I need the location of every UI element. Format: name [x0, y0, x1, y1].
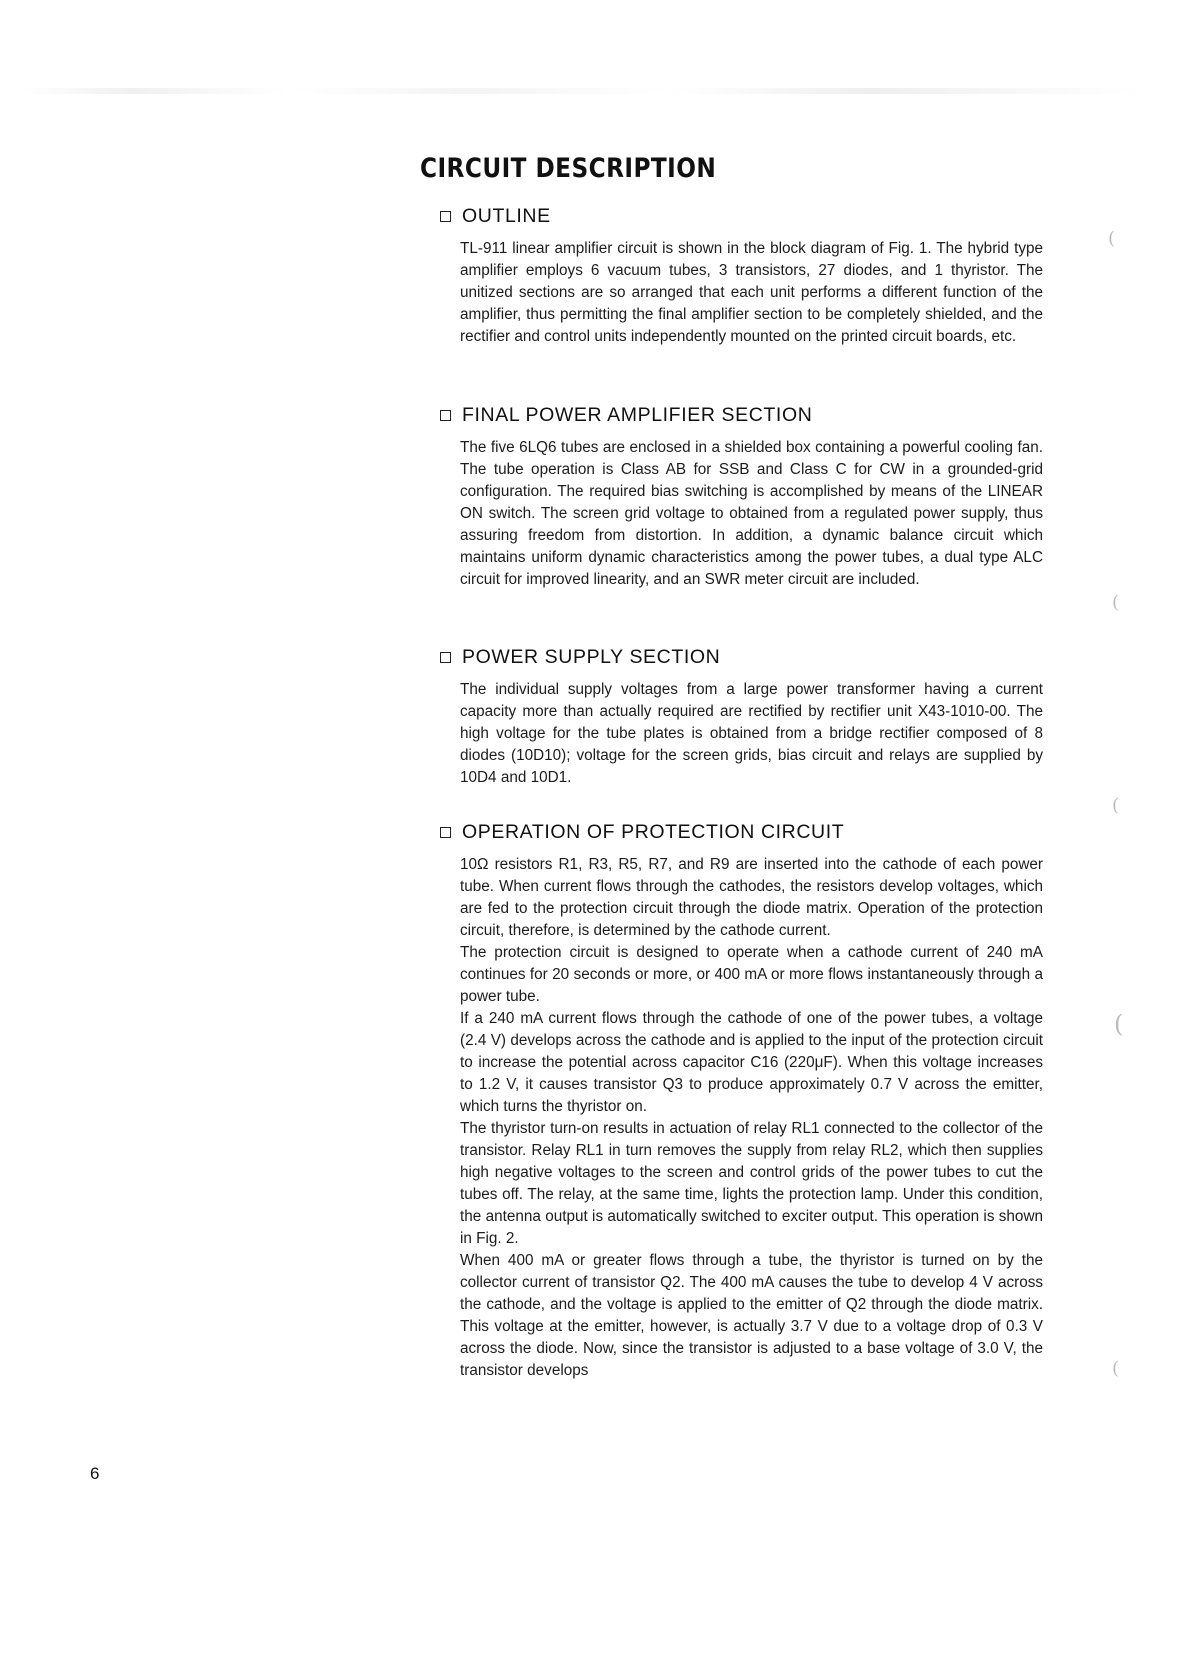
- margin-mark: (: [1112, 1358, 1120, 1379]
- margin-mark: (: [1114, 1010, 1124, 1038]
- page-number: 6: [90, 1464, 100, 1483]
- section-heading-label: OPERATION OF PROTECTION CIRCUIT: [462, 821, 845, 843]
- paragraph: When 400 mA or greater flows through a tube, the thyristor is turned on by the collector current of transistor Q2. The 400 mA causes the tube to develop 4 V across the cathode, and the voltage is applied to the emitter of Q2 through the diode matrix. This voltage at the emitter, however, is actually 3.7 V due to a voltage drop of 0.3 V across the diode. Now, since the transistor is adjusted to a base voltage of 3.0 V, the transistor develops: [460, 1252, 1043, 1379]
- hollow-square-icon: [440, 827, 451, 838]
- paragraph: 10Ω resistors R1, R3, R5, R7, and R9 are inserted into the cathode of each power tube. When current flows through the cathodes, the resistors develop voltages, which are fed to the protection circuit through the diode matrix. Operation of the protection circuit, therefore, is determined by the cathode current.: [460, 856, 1043, 939]
- section-heading-label: OUTLINE: [462, 205, 551, 227]
- hollow-square-icon: [440, 652, 451, 663]
- hollow-square-icon: [440, 410, 451, 421]
- section-heading: [440, 646, 1060, 669]
- page-title: CIRCUIT DESCRIPTION: [420, 153, 717, 184]
- paragraph: TL-911 linear amplifier circuit is shown in the block diagram of Fig. 1. The hybrid type amplifier employs 6 vacuum tubes, 3 transistors, 27 diodes, and 1 thyristor. The unitized sections are so arranged that each unit performs a different function of the amplifier, thus permitting the final amplifier section to be completely shielded, and the rectifier and control units independently mounted on the printed circuit boards, etc.: [460, 240, 1043, 345]
- section-heading-label: POWER SUPPLY SECTION: [462, 646, 721, 668]
- section-power-supply: [440, 646, 1060, 789]
- section-heading: [440, 205, 1060, 228]
- margin-mark: (: [1112, 592, 1120, 613]
- paragraph: The five 6LQ6 tubes are enclosed in a shielded box containing a powerful cooling fan. The tube operation is Class AB for SSB and Class C for CW in a grounded-grid configuration. The required bias switching is accomplished by means of the LINEAR ON switch. The screen grid voltage to obtained from a regulated power supply, thus assuring freedom from distortion. In addition, a dynamic balance circuit which maintains uniform dynamic characteristics among the power tubes, a dual type ALC circuit for improved linearity, and an SWR meter circuit are included.: [460, 439, 1043, 588]
- paragraph: The thyristor turn-on results in actuation of relay RL1 connected to the collector of the transistor. Relay RL1 in turn removes the supply from relay RL2, which then supplies high negative voltages to the screen and control grids of the power tubes to cut the tubes off. The relay, at the same time, lights the protection lamp. Under this condition, the antenna output is automatically switched to exciter output. This operation is shown in Fig. 2.: [460, 1120, 1043, 1247]
- scan-artifact-line: [20, 88, 1140, 94]
- section-heading: [440, 404, 1060, 427]
- section-heading: [440, 821, 1060, 844]
- section-body: [460, 854, 1043, 1382]
- section-protection-circuit: [440, 821, 1060, 1382]
- paragraph: The individual supply voltages from a large power transformer having a current capacity more than actually required are rectified by rectifier unit X43-1010-00. The high voltage for the tube plates is obtained from a bridge rectifier composed of 8 diodes (10D10); voltage for the screen grids, bias circuit and relays are supplied by 10D4 and 10D1.: [460, 681, 1043, 786]
- section-body: [460, 238, 1043, 348]
- paragraph: The protection circuit is designed to operate when a cathode current of 240 mA continues for 20 seconds or more, or 400 mA or more flows instantaneously through a power tube.: [460, 944, 1043, 1005]
- margin-mark: (: [1108, 228, 1116, 249]
- paragraph: If a 240 mA current flows through the cathode of one of the power tubes, a voltage (2.4 V) develops across the cathode and is applied to the input of the protection circuit to increase the potential across capacitor C16 (220μF). When this voltage increases to 1.2 V, it causes transistor Q3 to produce approximately 0.7 V across the emitter, which turns the thyristor on.: [460, 1010, 1043, 1115]
- section-outline: [440, 205, 1060, 348]
- section-body: [460, 679, 1043, 789]
- section-body: [460, 437, 1043, 591]
- section-final-power-amplifier: [440, 404, 1060, 591]
- section-heading-label: FINAL POWER AMPLIFIER SECTION: [462, 404, 813, 426]
- margin-mark: (: [1112, 795, 1120, 816]
- hollow-square-icon: [440, 211, 451, 222]
